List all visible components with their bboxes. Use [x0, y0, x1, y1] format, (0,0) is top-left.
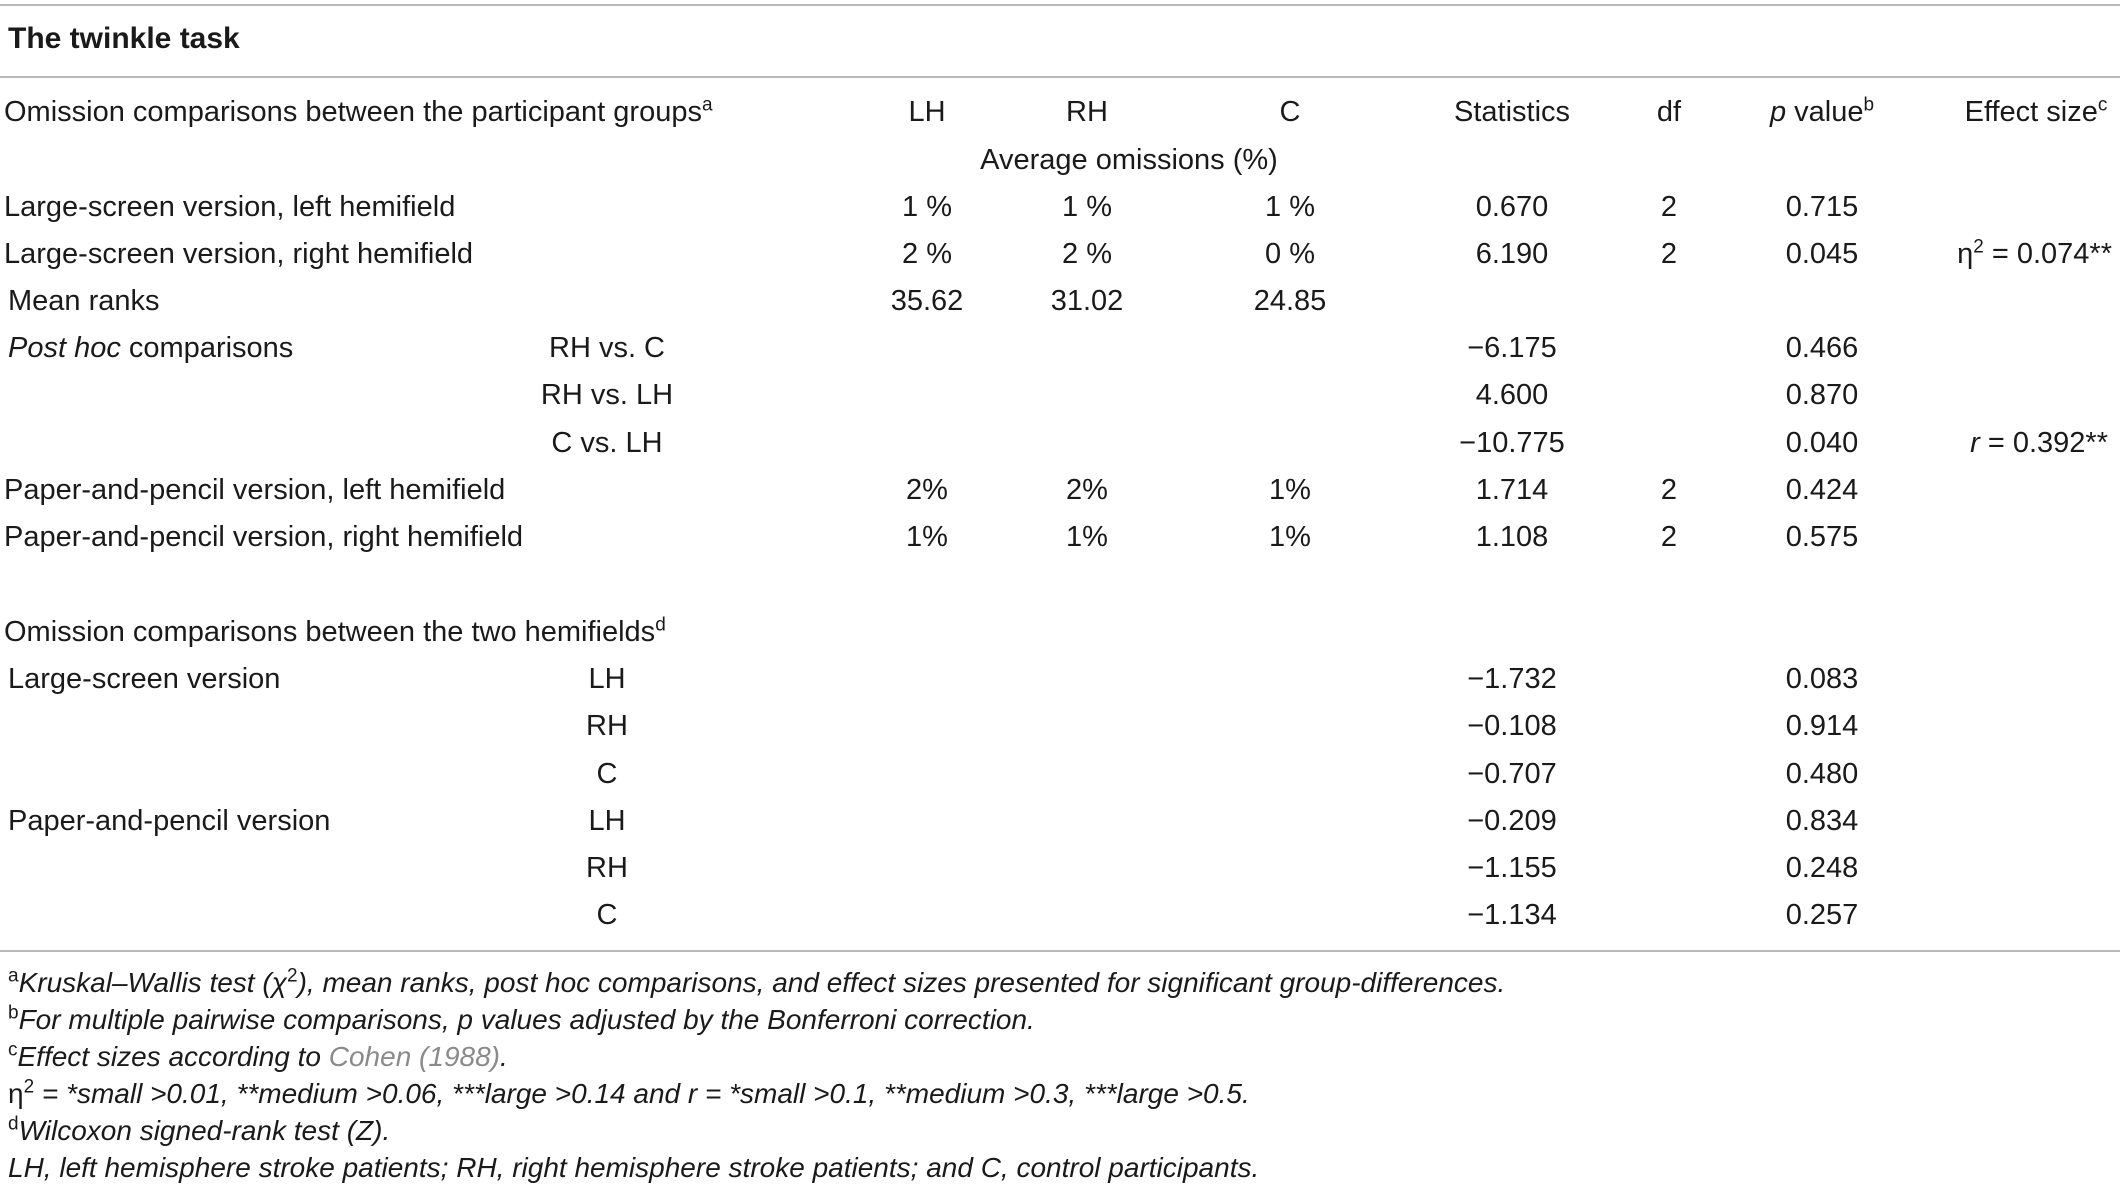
cell-effect-size: r = 0.392**: [1970, 427, 2108, 459]
cell-p: 0.040: [1785, 427, 1859, 459]
cell-p: 0.045: [1785, 238, 1859, 270]
table-row: [0, 514, 2120, 560]
col-c: C: [1279, 96, 1301, 128]
cell-statistics: −6.175: [1467, 332, 1557, 364]
table-row: [0, 278, 2120, 324]
table-row: [0, 703, 2120, 749]
table-row: [0, 231, 2120, 277]
cell-statistics: −1.134: [1467, 899, 1557, 931]
cell-statistics: −0.707: [1467, 758, 1557, 790]
table-row: [0, 751, 2120, 797]
col-df: df: [1656, 96, 1682, 128]
footnote-c: $^c$Effect sizes according to Cohen (1988).: [8, 1039, 508, 1072]
cell-lh: 2%: [906, 474, 948, 506]
cell-group: LH: [588, 805, 626, 837]
cell-p: 0.083: [1785, 663, 1859, 695]
cell-p: 0.466: [1785, 332, 1859, 364]
cell-statistics: 0.670: [1475, 191, 1549, 223]
cell-df: 2: [1660, 191, 1678, 223]
cell-statistics: −1.732: [1467, 663, 1557, 695]
footnote-b: $^b$For multiple pairwise comparisons, p values adjusted by the Bonferroni correction.: [8, 1002, 1035, 1035]
cell-p: 0.834: [1785, 805, 1859, 837]
cell-rh: 1 %: [1062, 191, 1112, 223]
table-row: [0, 467, 2120, 513]
col-lh: LH: [908, 96, 946, 128]
cell-df: 2: [1660, 521, 1678, 553]
title-rule: [0, 76, 2120, 78]
row-label: Paper-and-pencil version: [8, 805, 331, 837]
cell-rh: 2 %: [1062, 238, 1112, 270]
cell-group: C: [596, 899, 618, 931]
bottom-rule: [0, 950, 2120, 952]
cell-statistics: 6.190: [1475, 238, 1549, 270]
table-row: [0, 184, 2120, 230]
cell-lh: 35.62: [890, 285, 964, 317]
cell-effect-size: $\eta^2 = 0.074**$: [1957, 236, 2112, 270]
cell-lh: 2 %: [902, 238, 952, 270]
col-rh: RH: [1066, 96, 1108, 128]
cell-statistics: −0.209: [1467, 805, 1557, 837]
table-row: [0, 798, 2120, 844]
footnote-a: $^a$Kruskal–Wallis test $(\chi^2)$, mean ranks, post hoc comparisons, and effect sizes presented for significant group-differences.: [8, 965, 1506, 998]
table-title: The twinkle task: [8, 22, 240, 55]
col-effect-size: Effect size$^c$: [1964, 94, 2108, 128]
col-p-value: p value$^b$: [1769, 94, 1875, 128]
cell-p: 0.248: [1785, 852, 1859, 884]
cell-statistics: −10.775: [1459, 427, 1565, 459]
cell-p: 0.575: [1785, 521, 1859, 553]
row-label: Large-screen version: [8, 663, 281, 695]
cell-statistics: −1.155: [1467, 852, 1557, 884]
cell-comparison: RH vs. LH: [540, 379, 674, 411]
cell-p: 0.914: [1785, 710, 1859, 742]
cohen-citation-link[interactable]: Cohen (1988): [328, 1041, 500, 1072]
top-rule: [0, 4, 2120, 6]
cell-rh: 2%: [1066, 474, 1108, 506]
cell-c: 1 %: [1265, 191, 1315, 223]
table-row: [0, 420, 2120, 466]
cell-rh: 31.02: [1050, 285, 1124, 317]
header-label: Omission comparisons between the participant groups$^a$: [4, 94, 713, 128]
cell-c: 1%: [1269, 521, 1311, 553]
cell-group: LH: [588, 663, 626, 695]
cell-c: 0 %: [1265, 238, 1315, 270]
cell-statistics: −0.108: [1467, 710, 1557, 742]
cell-group: C: [596, 758, 618, 790]
table-row: [0, 656, 2120, 702]
cell-statistics: 1.108: [1475, 521, 1549, 553]
cell-p: 0.424: [1785, 474, 1859, 506]
cell-lh: 1 %: [902, 191, 952, 223]
cell-statistics: 4.600: [1475, 379, 1549, 411]
subheader: Average omissions (%): [980, 144, 1278, 176]
section-label: Omission comparisons between the two hemifields$^d$: [4, 614, 666, 648]
footnote-effect-thresholds: $\eta^2$ = *small >0.01, **medium >0.06, ***large >0.14 and r = *small >0.1, **medium >0.3, ***large >0.5.: [8, 1076, 1250, 1109]
cell-p: 0.715: [1785, 191, 1859, 223]
table-row: [0, 372, 2120, 418]
cell-group: RH: [586, 852, 628, 884]
row-label: Mean ranks: [8, 285, 160, 317]
cell-df: 2: [1660, 238, 1678, 270]
cell-p: 0.480: [1785, 758, 1859, 790]
row-label: Paper-and-pencil version, left hemifield: [4, 474, 506, 506]
subheader-row: [0, 137, 2120, 183]
col-statistics: Statistics: [1453, 96, 1571, 128]
cell-group: RH: [586, 710, 628, 742]
cell-rh: 1%: [1066, 521, 1108, 553]
cell-statistics: 1.714: [1475, 474, 1549, 506]
cell-c: 24.85: [1253, 285, 1327, 317]
section-header-row: [0, 609, 2120, 655]
cell-lh: 1%: [906, 521, 948, 553]
table-row: [0, 325, 2120, 371]
cell-p: 0.870: [1785, 379, 1859, 411]
table-row: [0, 845, 2120, 891]
cell-df: 2: [1660, 474, 1678, 506]
header-row: [0, 89, 2120, 135]
footnote-d: $^d$Wilcoxon signed-rank test (Z).: [8, 1113, 391, 1146]
row-label: Paper-and-pencil version, right hemifield: [4, 521, 524, 553]
cell-comparison: C vs. LH: [551, 427, 663, 459]
row-label: Post hoc comparisons: [8, 332, 294, 364]
table-row: [0, 892, 2120, 938]
cell-comparison: RH vs. C: [549, 332, 665, 364]
footnote-abbreviations: LH, left hemisphere stroke patients; RH, right hemisphere stroke patients; and C, control participants.: [8, 1152, 1260, 1183]
row-label: Large-screen version, left hemifield: [4, 191, 456, 223]
cell-c: 1%: [1269, 474, 1311, 506]
row-label: Large-screen version, right hemifield: [4, 238, 474, 270]
cell-p: 0.257: [1785, 899, 1859, 931]
